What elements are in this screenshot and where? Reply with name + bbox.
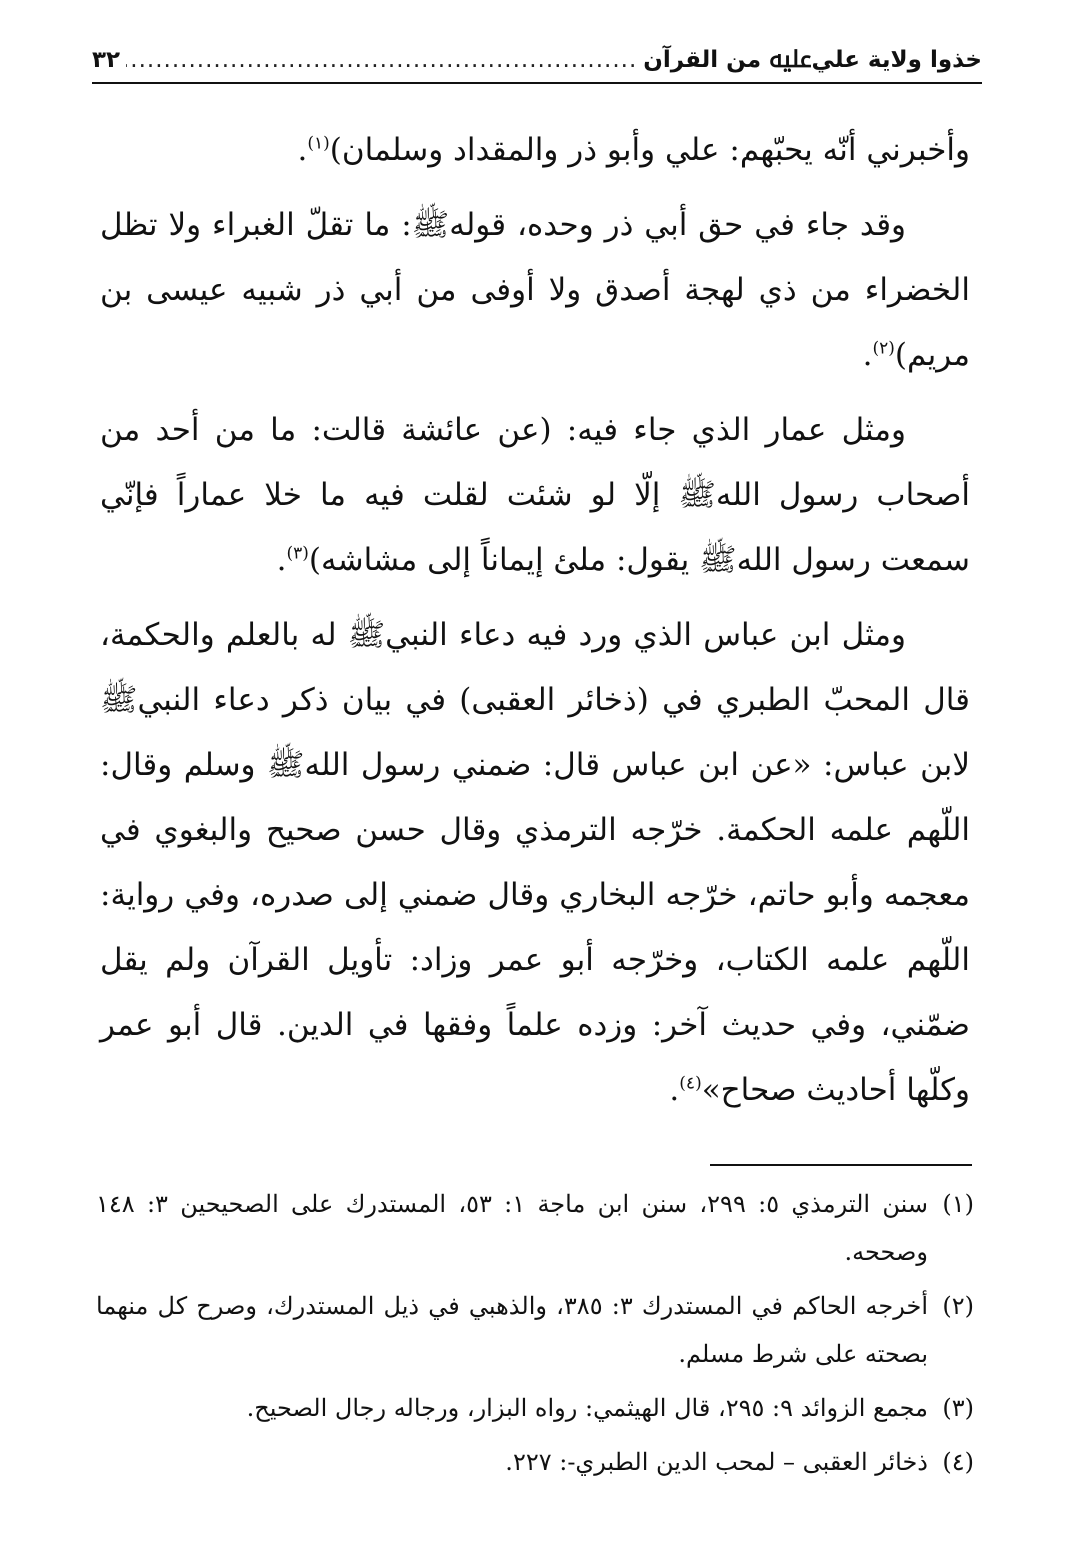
paragraph-4 — [100, 603, 970, 1123]
paragraph-3-end: . — [276, 542, 287, 578]
footnote-4 — [96, 1438, 974, 1486]
paragraph-4-end: . — [669, 1072, 680, 1108]
footnote-text: مجمع الزوائد ٩: ٢٩٥، قال الهيثمي: رواه البزار، ورجاله رجال الصحيح. — [246, 1394, 928, 1422]
paragraph-1-text: وأخبرني أنّه يحبّهم: علي وأبو ذر والمقداد وسلمان) — [329, 132, 970, 168]
footnote-number: (١) — [942, 1190, 974, 1218]
footnote-2 — [96, 1282, 974, 1378]
paragraph-4-text: ومثل ابن عباس الذي ورد فيه دعاء النبيﷺ له بالعلم والحكمة، قال المحبّ الطبري في (ذخائر العقبى) في بيان ذكر دعاء النبيﷺ لابن عباس: «عن ابن عباس قال: ضمني رسول اللهﷺ وسلم وقال: اللّهم علمه الحكمة. خرّجه الترمذي وقال حسن صحيح والبغوي في معجمه وأبو حاتم، خرّجه البخاري وقال ضمني إلى صدره، وفي رواية: اللّهم علمه الكتاب، وخرّجه أبو عمر وزاد: تأويل القرآن ولم يقل ضمّني، وفي حديث آخر: وزده علماً وفقها في الدين. قال أبو عمر وكلّها أحاديث صحاح» — [100, 617, 970, 1108]
paragraph-1-end: . — [297, 132, 308, 168]
footnotes — [96, 1180, 974, 1492]
footnote-text: أخرجه الحاكم في المستدرك ٣: ٣٨٥، والذهبي في ذيل المستدرك، وصرح كل منهما بصحته على شرط مسلم. — [96, 1292, 928, 1368]
footnote-text: ذخائر العقبى – لمحب الدين الطبري-: ٢٢٧. — [505, 1448, 928, 1476]
footnote-3 — [96, 1384, 974, 1432]
leader-dots — [126, 47, 637, 73]
page-number: ٣٢ — [92, 47, 121, 73]
running-header-title: خذوا ولاية عليﷷ من القرآن — [643, 46, 982, 73]
paragraph-1 — [100, 118, 970, 183]
main-text — [100, 118, 970, 1133]
footnote-ref-2[interactable]: (٢) — [872, 338, 895, 359]
footnote-1 — [96, 1180, 974, 1276]
footnote-separator — [710, 1164, 972, 1166]
footnote-ref-1[interactable]: (١) — [307, 133, 330, 154]
paragraph-2-end: . — [862, 337, 873, 373]
footnote-number: (٤) — [942, 1448, 974, 1476]
footnote-text: سنن الترمذي ٥: ٢٩٩، سنن ابن ماجة ١: ٥٣، المستدرك على الصحيحين ٣: ١٤٨ وصححه. — [96, 1190, 928, 1266]
paragraph-3-text: ومثل عمار الذي جاء فيه: (عن عائشة قالت: ما من أحد من أصحاب رسول اللهﷺ إلّا لو شئت لقلت فيه ما خلا عماراً فإنّي سمعت رسول اللهﷺ يقول: ملئ إيماناً إلى مشاشه) — [100, 412, 970, 578]
running-header — [92, 40, 982, 80]
footnote-number: (٢) — [942, 1292, 974, 1320]
footnote-ref-3[interactable]: (٣) — [286, 543, 309, 564]
header-rule — [92, 82, 982, 84]
footnote-number: (٣) — [942, 1394, 974, 1422]
paragraph-2 — [100, 193, 970, 388]
paragraph-2-text: وقد جاء في حق أبي ذر وحده، قولهﷺ: ما تقلّ الغبراء ولا تظل الخضراء من ذي لهجة أصدق ولا أوفى من أبي ذر شبيه عيسى بن مريم) — [100, 207, 970, 373]
paragraph-3 — [100, 398, 970, 593]
footnote-ref-4[interactable]: (٤) — [679, 1073, 702, 1094]
